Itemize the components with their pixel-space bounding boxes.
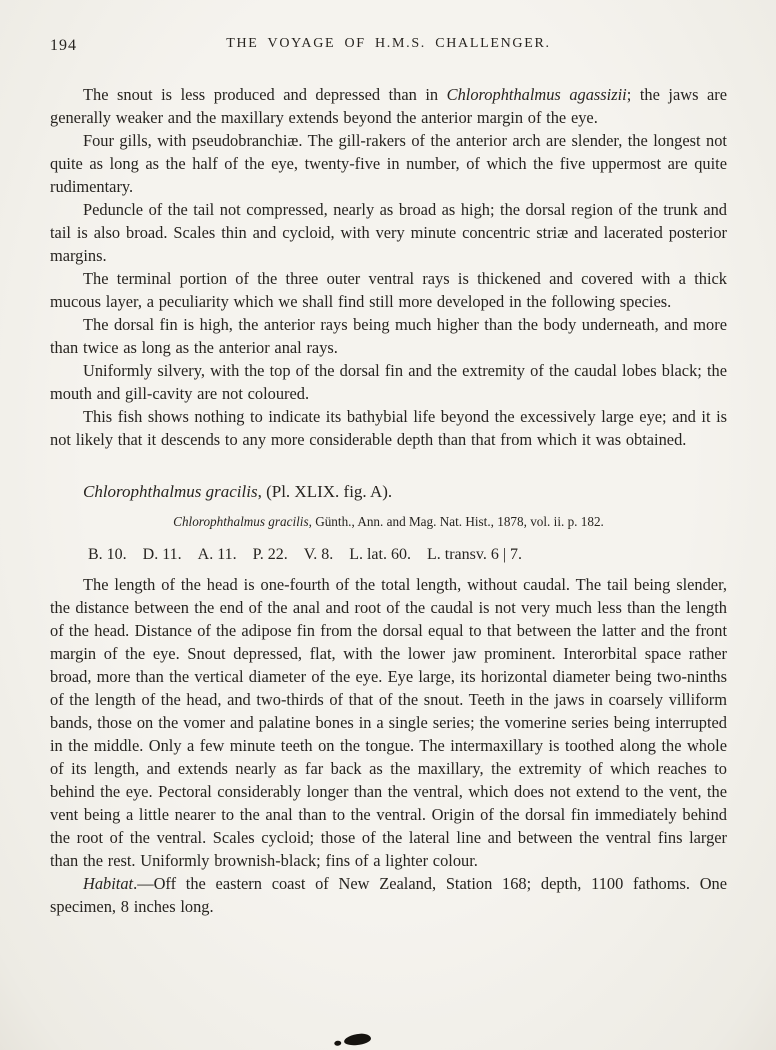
citation-line <box>50 513 727 531</box>
text-segment: , (Pl. XLIX. fig. A). <box>257 482 393 501</box>
paragraph-description: The length of the head is one-fourth of the total length, without caudal. The tail being slender, the distance between the end of the anal and root of the caudal is not very much less than the length of the head. Distance of the adipose fin from the dorsal equal to that between the latter and the front margin of the eye. Snout depressed, flat, with the lower jaw prominent. Interorbital space rather broad, more than the vertical diameter of the eye. Eye large, its horizontal diameter being two-ninths of the length of the head, and two-thirds of that of the snout. Teeth in the jaws in coarsely villiform bands, those on the vomer and palatine bones in a single series; the vomerine series being interrupted in the middle. Only a few minute teeth on the tongue. The intermaxillary is toothed along the whole of its length, and extends nearly as far back as the maxillary, the extremity of which reaches to behind the eye. Pectoral considerably longer than the ventral, which does not extend to the vent, the vent being a little nearer to the anal than to the ventral. Origin of the dorsal fin immediately behind the root of the ventral. Scales cycloid; those of the lateral line and between the ventral fins larger than the rest. Uniformly brownish-black; fins of a lighter colour. <box>50 575 727 870</box>
page-number: 194 <box>50 37 77 54</box>
species-name-italic: Chlorophthalmus agassizii <box>446 85 627 104</box>
species-name-italic: Chlorophthalmus gracilis <box>173 514 309 529</box>
paragraph-ventral-rays: The terminal portion of the three outer ventral rays is thickened and covered with a thick mucous layer, a peculiarity which we shall find still more developed in the following species. <box>50 269 727 311</box>
text-segment: ; the jaws are generally weaker and the maxillary extends beyond the anterior margin of the eye. <box>50 85 727 127</box>
text-segment: , Günth., Ann. and Mag. Nat. Hist., 1878, vol. ii. p. 182. <box>308 514 604 529</box>
page-body <box>50 83 727 918</box>
paragraph-colour: Uniformly silvery, with the top of the dorsal fin and the extremity of the caudal lobes black; the mouth and gill-cavity are not coloured. <box>50 361 727 403</box>
text-segment: The snout is less produced and depressed than in <box>83 85 447 104</box>
page-header <box>50 36 727 58</box>
paragraph-dorsal-fin: The dorsal fin is high, the anterior rays being much higher than the body underneath, and more than twice as long as the anterior anal rays. <box>50 315 727 357</box>
habitat-label-italic: Habitat <box>83 874 134 893</box>
paragraph-habitat <box>50 872 727 918</box>
text-segment: .—Off the eastern coast of New Zealand, Station 168; depth, 1100 fathoms. One specimen, 8 inches long. <box>50 874 727 916</box>
paragraph-peduncle: Peduncle of the tail not compressed, nearly as broad as high; the dorsal region of the trunk and tail is also broad. Scales thin and cycloid, with very minute concentric striæ and lacerated posterior margins. <box>50 200 727 265</box>
species-name-italic: Chlorophthalmus gracilis <box>83 482 258 501</box>
species-heading <box>50 480 727 503</box>
paragraph-bathybial: This fish shows nothing to indicate its bathybial life beyond the excessively large eye; and it is not likely that it descends to any more considerable depth than that from which it was obtained. <box>50 407 727 449</box>
ink-smudge-artifact <box>344 1033 372 1046</box>
paragraph-snout <box>50 83 727 129</box>
running-title: THE VOYAGE OF H.M.S. CHALLENGER. <box>226 36 551 51</box>
fin-ray-formula: B. 10. D. 11. A. 11. P. 22. V. 8. L. lat. 60. L. transv. 6 | 7. <box>88 546 523 563</box>
paragraph-gills: Four gills, with pseudobranchiæ. The gill-rakers of the anterior arch are slender, the longest not quite as long as the half of the eye, twenty-five in number, of which the five uppermost are quite rudimentary. <box>50 131 727 196</box>
